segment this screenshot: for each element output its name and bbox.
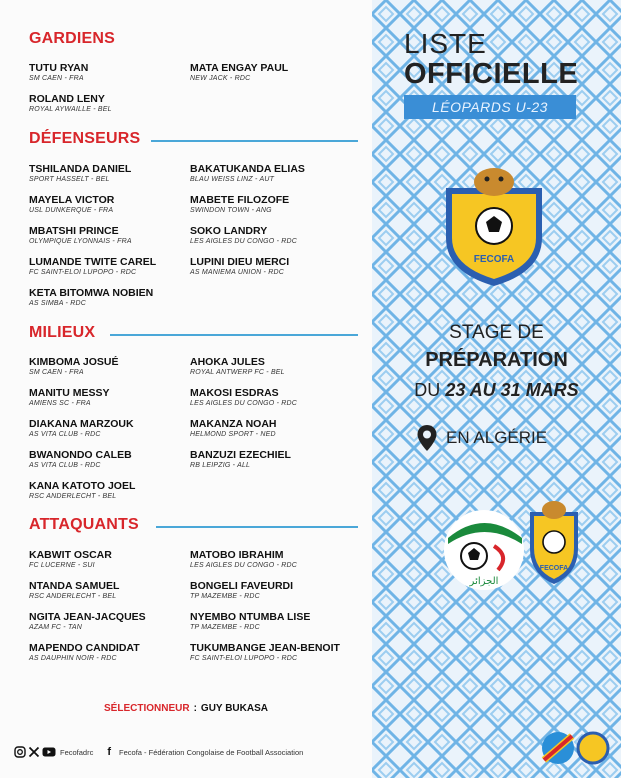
player-entry	[190, 225, 360, 246]
player-club: FC LUCERNE - SUI	[29, 562, 95, 569]
player-club: NEW JACK - RDC	[190, 75, 251, 82]
fecofa-logo	[434, 160, 554, 290]
stage-dates: 23 AU 31 MARS	[445, 380, 579, 400]
stage-line2: PRÉPARATION	[425, 349, 568, 371]
section-title-milieux: MILIEUX	[29, 324, 96, 341]
player-club: AZAM FC - TAN	[29, 624, 83, 631]
player-club: LES AIGLES DU CONGO - RDC	[190, 562, 298, 569]
player-club: HELMOND SPORT - NED	[190, 431, 276, 438]
location-line	[416, 424, 547, 452]
player-entry	[29, 549, 199, 570]
section-title-defenseurs: DÉFENSEURS	[29, 130, 141, 147]
player-entry	[29, 194, 199, 215]
player-name: MATOBO IBRAHIM	[190, 549, 284, 561]
section-divider	[156, 526, 358, 528]
coach-separator: :	[193, 703, 197, 714]
player-club: AMIENS SC - FRA	[29, 400, 91, 407]
player-entry	[29, 163, 199, 184]
player-name: NYEMBO NTUMBA LISE	[190, 611, 311, 623]
player-entry	[29, 287, 199, 308]
facebook-icon[interactable]: f	[107, 746, 112, 758]
player-name: BAKATUKANDA ELIAS	[190, 163, 305, 175]
player-entry	[29, 256, 199, 277]
section-title-attaquants: ATTAQUANTS	[29, 516, 139, 533]
player-club: AS MANIEMA UNION - RDC	[190, 269, 284, 276]
player-entry	[190, 256, 360, 277]
player-entry	[29, 418, 199, 439]
player-name: MAKOSI ESDRAS	[190, 387, 279, 399]
player-entry	[190, 611, 360, 632]
stage-line3	[372, 380, 621, 401]
player-club: LES AIGLES DU CONGO - RDC	[190, 238, 298, 245]
player-club: RSC ANDERLECHT - BEL	[29, 593, 117, 600]
player-entry	[29, 580, 199, 601]
player-entry	[190, 62, 360, 83]
player-entry	[190, 449, 360, 470]
player-name: MABETE FILOZOFE	[190, 194, 290, 206]
instagram-icon[interactable]	[14, 746, 26, 758]
player-club: FC SAINT-ELOI LUPOPO - RDC	[190, 655, 298, 662]
player-club: RSC ANDERLECHT - BEL	[29, 493, 117, 500]
coach-role: SÉLECTIONNEUR	[104, 703, 190, 714]
player-entry	[190, 580, 360, 601]
player-club: FC SAINT-ELOI LUPOPO - RDC	[29, 269, 137, 276]
section-title-gardiens: GARDIENS	[29, 30, 116, 47]
x-icon[interactable]	[28, 746, 40, 758]
stage-line1: STAGE DE	[449, 322, 544, 343]
player-name: KETA BITOMWA NOBIEN	[29, 287, 154, 299]
player-name: MAKANZA NOAH	[190, 418, 277, 430]
logo-text-small: FECOFA	[539, 565, 569, 572]
player-name: KIMBOMA JOSUÉ	[29, 356, 119, 368]
player-entry	[190, 418, 360, 439]
player-name: MATA ENGAY PAUL	[190, 62, 289, 74]
player-name: BANZUZI EZECHIEL	[190, 449, 291, 461]
logo-text: FECOFA	[473, 254, 515, 265]
player-name: KANA KATOTO JOEL	[29, 480, 136, 492]
header-officielle: OFFICIELLE	[404, 58, 579, 90]
player-entry	[29, 93, 199, 114]
player-entry	[29, 449, 199, 470]
stage-prefix: DU	[414, 380, 441, 400]
player-entry	[190, 356, 360, 377]
player-club: AS DAUPHIN NOIR - RDC	[29, 655, 117, 662]
player-name: NGITA JEAN-JACQUES	[29, 611, 146, 623]
player-club: SPORT HASSELT - BEL	[29, 176, 110, 183]
player-name: MAYELA VICTOR	[29, 194, 115, 206]
player-club: TP MAZEMBE - RDC	[190, 624, 260, 631]
player-club: TP MAZEMBE - RDC	[190, 593, 260, 600]
player-name: LUPINI DIEU MERCI	[190, 256, 290, 268]
player-name: MANITU MESSY	[29, 387, 110, 399]
player-name: TUKUMBANGE JEAN-BENOIT	[190, 642, 340, 654]
federation-logos	[438, 498, 588, 594]
coach-name: GUY BUKASA	[200, 703, 268, 714]
player-name: DIAKANA MARZOUK	[29, 418, 134, 430]
player-name: MBATSHI PRINCE	[29, 225, 119, 237]
social-footer	[14, 746, 317, 758]
player-entry	[190, 387, 360, 408]
player-club: LES AIGLES DU CONGO - RDC	[190, 400, 298, 407]
info-panel	[372, 0, 621, 778]
player-entry	[29, 225, 199, 246]
player-entry	[29, 62, 199, 83]
player-entry	[190, 549, 360, 570]
player-club: SM CAEN - FRA	[29, 369, 84, 376]
player-entry	[190, 642, 360, 663]
player-club: OLYMPIQUE LYONNAIS - FRA	[29, 238, 132, 245]
player-club: USL DUNKERQUE - FRA	[29, 207, 114, 214]
section-divider	[151, 140, 358, 142]
player-name: BWANONDO CALEB	[29, 449, 132, 461]
youtube-icon[interactable]	[42, 746, 56, 758]
player-club: RB LEIPZIG - ALL	[190, 462, 251, 469]
player-club: BLAU WEISS LINZ - AUT	[190, 176, 275, 183]
player-name: BONGELI FAVEURDI	[190, 580, 294, 592]
player-entry	[29, 642, 199, 663]
header-liste: LISTE	[404, 28, 487, 59]
location-pin-icon	[416, 424, 438, 452]
player-name: ROLAND LENY	[29, 93, 105, 105]
player-name: NTANDA SAMUEL	[29, 580, 120, 592]
player-entry	[190, 194, 360, 215]
player-name: SOKO LANDRY	[190, 225, 268, 237]
algeria-arabic-text: الجزائر	[469, 576, 499, 587]
footer-handle: Fecofadrc	[60, 747, 94, 757]
footer-federation: Fecofa - Fédération Congolaise de Football Association	[119, 747, 304, 757]
player-entry	[29, 611, 199, 632]
team-badge: LÉOPARDS U-23	[404, 95, 576, 119]
player-club: AS VITA CLUB - RDC	[29, 462, 101, 469]
player-club: SM CAEN - FRA	[29, 75, 84, 82]
player-club: AS VITA CLUB - RDC	[29, 431, 101, 438]
player-entry	[29, 480, 199, 501]
player-club: SWINDON TOWN - ANG	[190, 207, 272, 214]
player-name: TUTU RYAN	[29, 62, 89, 74]
player-name: KABWIT OSCAR	[29, 549, 112, 561]
player-club: ROYAL AYWAILLE - BEL	[29, 106, 112, 113]
section-divider	[110, 334, 358, 336]
location-text: EN ALGÉRIE	[446, 428, 548, 447]
player-name: MAPENDO CANDIDAT	[29, 642, 140, 654]
player-entry	[29, 387, 199, 408]
player-entry	[190, 163, 360, 184]
player-name: TSHILANDA DANIEL	[29, 163, 132, 175]
player-name: AHOKA JULES	[190, 356, 265, 368]
player-club: AS SIMBA - RDC	[29, 300, 86, 307]
player-club: ROYAL ANTWERP FC - BEL	[190, 369, 285, 376]
player-entry	[29, 356, 199, 377]
player-name: LUMANDE TWITE CAREL	[29, 256, 157, 268]
coach-line	[0, 703, 372, 714]
